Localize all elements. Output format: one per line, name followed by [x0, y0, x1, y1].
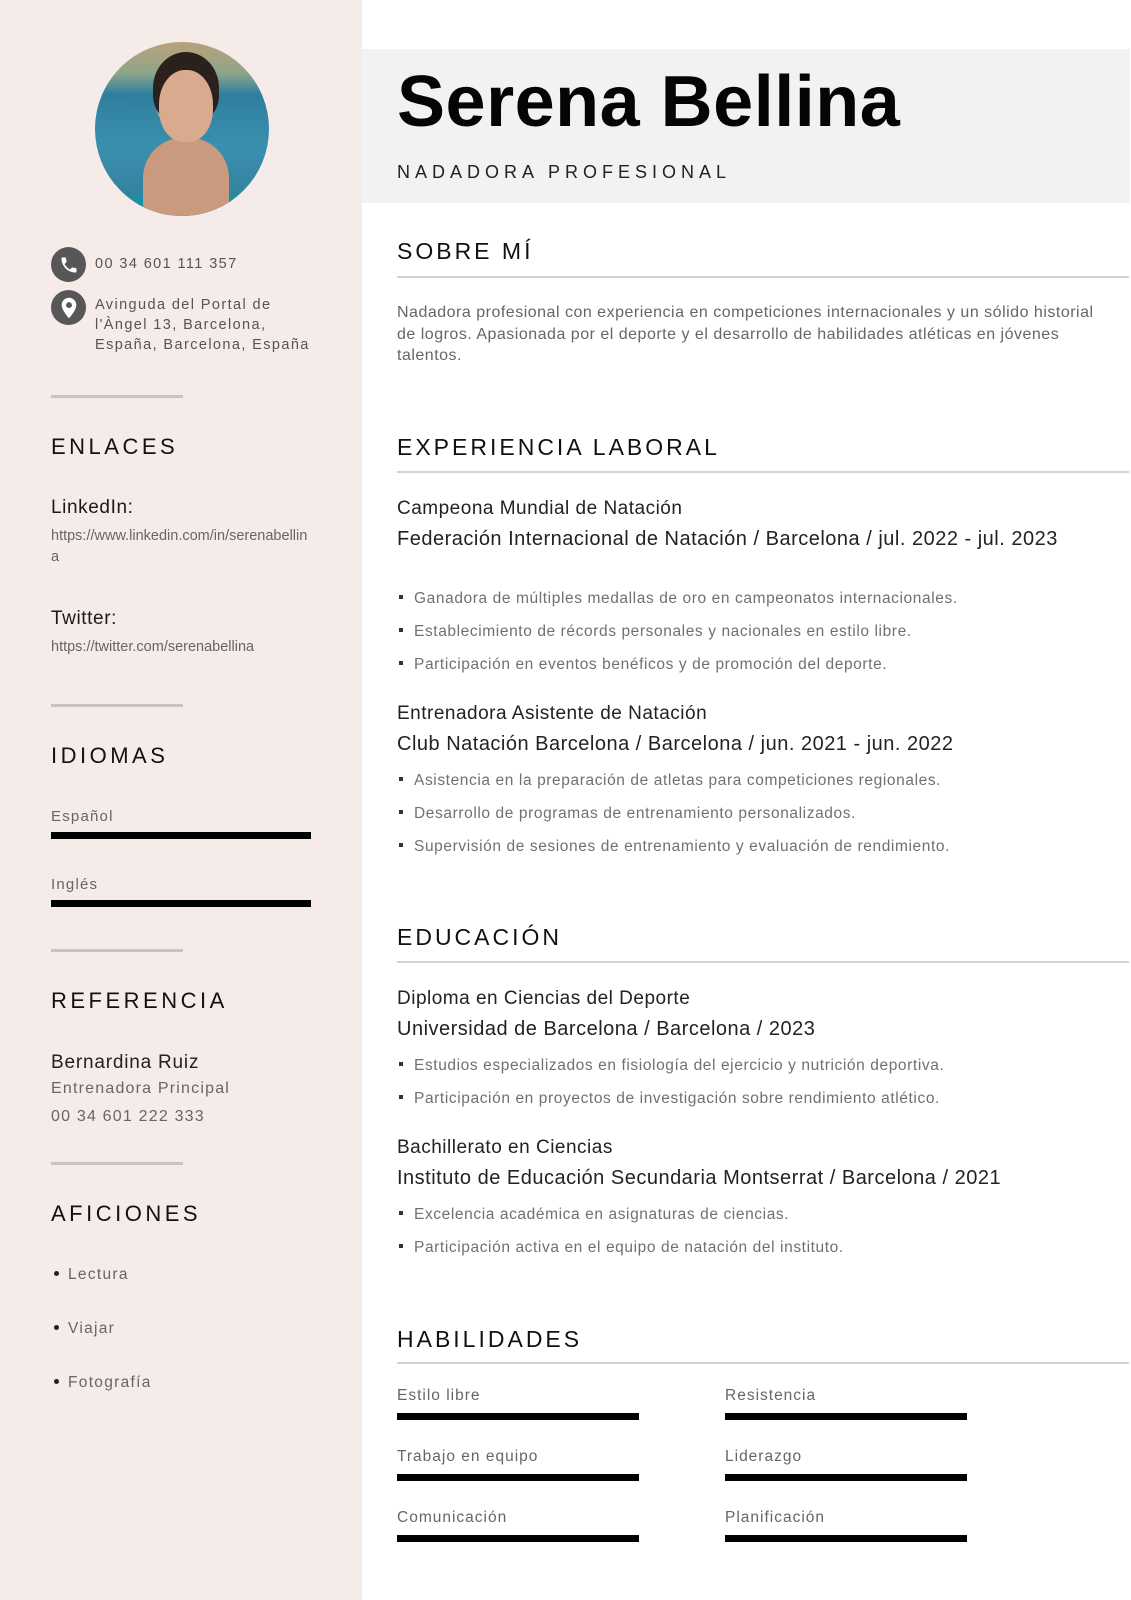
languages-heading: IDIOMAS	[51, 743, 169, 768]
avatar	[95, 42, 269, 216]
skill-label: Estilo libre	[397, 1387, 481, 1404]
skill-level-bar	[725, 1413, 967, 1420]
bullet-icon	[399, 1211, 403, 1215]
about-text: Nadadora profesional con experiencia en competiciones internacionales y un sólido historial de logros. Apasionada por el deporte y el desarrollo de habilidades atléticas en jóvenes talentos.	[397, 304, 1094, 364]
reference-heading: REFERENCIA	[51, 988, 228, 1013]
job-subtitle: Federación Internacional de Natación / Barcelona / jul. 2022 - jul. 2023	[397, 528, 1058, 550]
language-level-bar	[51, 900, 311, 907]
bullet-icon	[399, 661, 403, 665]
job-bullet: Supervisión de sesiones de entrenamiento y evaluación de rendimiento.	[397, 838, 950, 856]
skill-level-bar	[397, 1474, 639, 1481]
skill-level-bar	[397, 1413, 639, 1420]
bullet-icon	[399, 595, 403, 599]
divider	[51, 1162, 183, 1165]
section-rule	[397, 1362, 1129, 1364]
education-subtitle: Universidad de Barcelona / Barcelona / 2023	[397, 1018, 816, 1040]
contact-phone	[51, 247, 238, 282]
linkedin-label: LinkedIn:	[51, 497, 134, 518]
skill-label: Comunicación	[397, 1509, 508, 1526]
hobby-item: Fotografía	[51, 1374, 152, 1392]
reference-title: Entrenadora Principal	[51, 1080, 231, 1097]
bullet-icon	[399, 843, 403, 847]
job-bullet: Participación en eventos benéficos y de promoción del deporte.	[397, 656, 887, 674]
hobbies-heading: AFICIONES	[51, 1201, 202, 1226]
bullet-icon	[399, 810, 403, 814]
bullet-icon	[54, 1325, 59, 1330]
divider	[51, 395, 183, 398]
twitter-label: Twitter:	[51, 608, 118, 629]
job-title: Entrenadora Asistente de Natación	[397, 703, 708, 724]
skill-label: Trabajo en equipo	[397, 1448, 539, 1465]
reference-name: Bernardina Ruiz	[51, 1052, 200, 1073]
address: Avinguda del Portal de l'Àngel 13, Barcelona, España, Barcelona, España	[95, 297, 310, 353]
skill-label: Resistencia	[725, 1387, 817, 1404]
contact-address	[51, 290, 310, 355]
education-bullet: Participación en proyectos de investigación sobre rendimiento atlético.	[397, 1090, 940, 1108]
hobby-item: Lectura	[51, 1266, 129, 1284]
education-bullet: Participación activa en el equipo de natación del instituto.	[397, 1239, 844, 1257]
links-heading: ENLACES	[51, 434, 179, 459]
bullet-icon	[54, 1379, 59, 1384]
about-heading: SOBRE MÍ	[397, 238, 534, 264]
candidate-name: Serena Bellina	[397, 62, 901, 142]
sidebar	[0, 0, 362, 1600]
experience-heading: EXPERIENCIA LABORAL	[397, 434, 720, 460]
job-bullet: Asistencia en la preparación de atletas para competiciones regionales.	[397, 772, 941, 790]
bullet-icon	[399, 1244, 403, 1248]
phone-number: 00 34 601 111 357	[95, 256, 238, 272]
language-level-bar	[51, 832, 311, 839]
twitter-link[interactable]: https://twitter.com/serenabellina	[51, 639, 255, 655]
skill-level-bar	[725, 1535, 967, 1542]
job-subtitle: Club Natación Barcelona / Barcelona / jun. 2021 - jun. 2022	[397, 733, 954, 755]
bullet-icon	[399, 1095, 403, 1099]
reference-phone: 00 34 601 222 333	[51, 1108, 205, 1125]
education-bullet: Excelencia académica en asignaturas de ciencias.	[397, 1206, 789, 1224]
education-subtitle: Instituto de Educación Secundaria Montserrat / Barcelona / 2021	[397, 1167, 1002, 1189]
hobby-item: Viajar	[51, 1320, 115, 1338]
candidate-role: NADADORA PROFESIONAL	[397, 162, 732, 182]
language-label: Inglés	[51, 876, 99, 893]
education-title: Diploma en Ciencias del Deporte	[397, 988, 691, 1009]
bullet-icon	[399, 1062, 403, 1066]
linkedin-link[interactable]: https://www.linkedin.com/in/serenabellina	[51, 528, 308, 565]
job-bullet: Establecimiento de récords personales y nacionales en estilo libre.	[397, 623, 912, 641]
skill-level-bar	[725, 1474, 967, 1481]
job-title: Campeona Mundial de Natación	[397, 498, 683, 519]
map-pin-icon	[51, 290, 86, 325]
header	[362, 49, 1130, 203]
education-bullet: Estudios especializados en fisiología del ejercicio y nutrición deportiva.	[397, 1057, 944, 1075]
education-title: Bachillerato en Ciencias	[397, 1137, 613, 1158]
skills-heading: HABILIDADES	[397, 1326, 583, 1352]
skill-label: Planificación	[725, 1509, 826, 1526]
education-heading: EDUCACIÓN	[397, 924, 563, 950]
bullet-icon	[399, 777, 403, 781]
skill-level-bar	[397, 1535, 639, 1542]
job-bullet: Ganadora de múltiples medallas de oro en campeonatos internacionales.	[397, 590, 958, 608]
section-rule	[397, 961, 1129, 963]
language-label: Español	[51, 808, 114, 825]
bullet-icon	[54, 1271, 59, 1276]
divider	[51, 704, 183, 707]
skill-label: Liderazgo	[725, 1448, 803, 1465]
bullet-icon	[399, 628, 403, 632]
job-bullet: Desarrollo de programas de entrenamiento personalizados.	[397, 805, 856, 823]
phone-icon	[51, 247, 86, 282]
divider	[51, 949, 183, 952]
section-rule	[397, 276, 1129, 278]
main-content	[362, 0, 1131, 1600]
section-rule	[397, 471, 1129, 473]
